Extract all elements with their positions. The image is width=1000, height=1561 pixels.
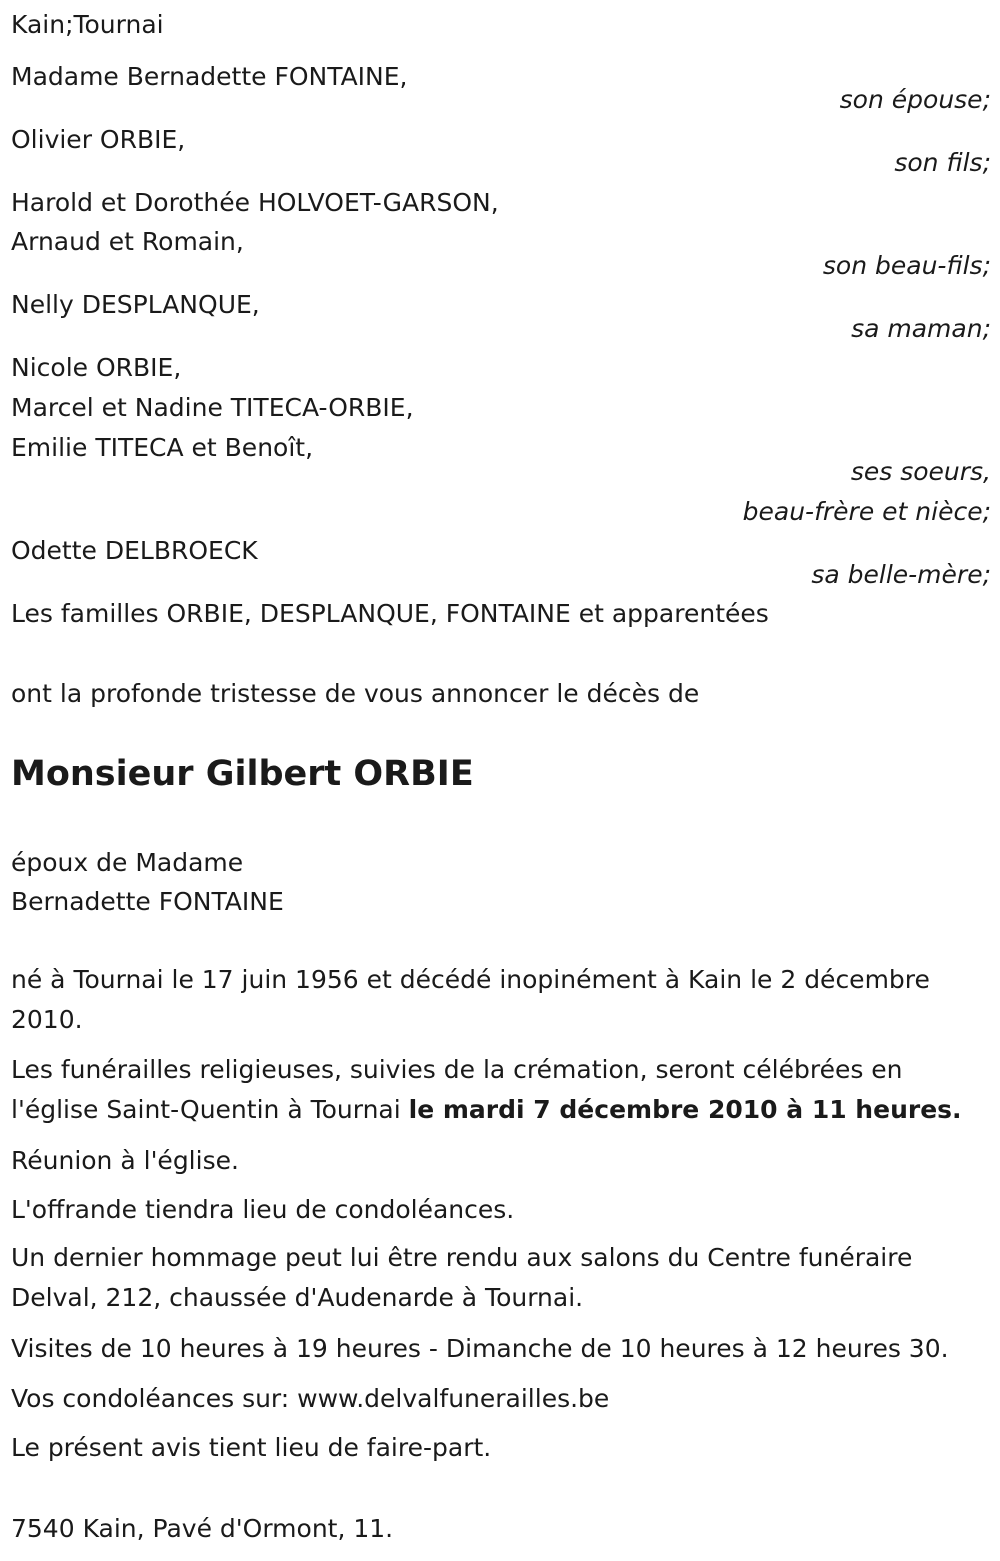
offering-line: L'offrande tiendra lieu de condoléances. (11, 1195, 515, 1224)
meeting-line: Réunion à l'église. (11, 1146, 239, 1175)
mourner-name: Nelly DESPLANQUE, (11, 290, 260, 319)
mourner-name: Emilie TITECA et Benoît, (11, 433, 314, 462)
location-header: Kain;Tournai (11, 10, 164, 39)
mourner-relation: sa maman; (851, 314, 991, 343)
spouse-line: époux de Madame (11, 848, 244, 877)
condolences-line: Vos condoléances sur: www.delvalfunerailles.be (11, 1384, 610, 1413)
families-line: Les familles ORBIE, DESPLANQUE, FONTAINE et apparentées (11, 599, 769, 628)
mourner-name: Marcel et Nadine TITECA-ORBIE, (11, 393, 414, 422)
mourner-name: Arnaud et Romain, (11, 227, 244, 256)
address-line: 7540 Kain, Pavé d'Ormont, 11. (11, 1514, 394, 1543)
funeral-text: Les funérailles religieuses, suivies de la crémation, seront célébrées en l'église Saint-Quentin à Tournai (11, 1055, 903, 1124)
notice-line: Le présent avis tient lieu de faire-part. (11, 1433, 492, 1462)
mourner-name: Harold et Dorothée HOLVOET-GARSON, (11, 188, 499, 217)
mourner-name: Nicole ORBIE, (11, 353, 182, 382)
mourner-relation: sa belle-mère; (811, 560, 991, 589)
mourner-relation: son fils; (894, 148, 991, 177)
visits-line: Visites de 10 heures à 19 heures - Dimanche de 10 heures à 12 heures 30. (11, 1334, 949, 1363)
spouse-line: Bernadette FONTAINE (11, 887, 284, 916)
funeral-date: le mardi 7 décembre 2010 à 11 heures. (408, 1095, 962, 1124)
tribute-paragraph: Un dernier hommage peut lui être rendu aux salons du Centre funéraire Delval, 212, chaussée d'Audenarde à Tournai. (11, 1243, 913, 1312)
mourner-name: Olivier ORBIE, (11, 125, 186, 154)
deceased-name: Monsieur Gilbert ORBIE (11, 754, 474, 794)
mourner-relation: son épouse; (839, 85, 991, 114)
birth-death-paragraph: né à Tournai le 17 juin 1956 et décédé inopinément à Kain le 2 décembre 2010. (11, 965, 930, 1034)
mourner-relation: son beau-fils; (822, 251, 991, 280)
mourner-relation: beau-frère et nièce; (742, 497, 991, 526)
announcement-line: ont la profonde tristesse de vous annoncer le décès de (11, 679, 700, 708)
mourner-relation: ses soeurs, (850, 457, 991, 486)
mourner-name: Odette DELBROECK (11, 536, 258, 565)
funeral-paragraph (11, 1050, 991, 1130)
mourner-name: Madame Bernadette FONTAINE, (11, 62, 408, 91)
